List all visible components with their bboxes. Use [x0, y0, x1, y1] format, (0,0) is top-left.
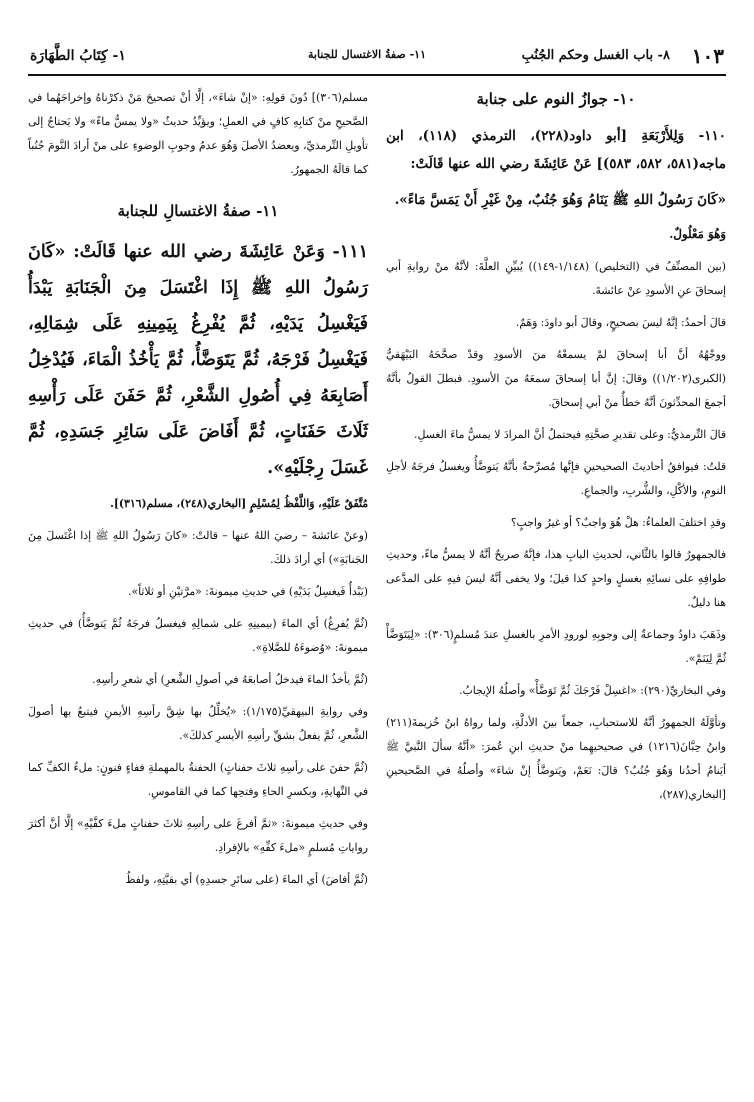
paragraph: وتأوَّلَهُ الجمهورُ أنَّهُ للاستحبابِ، جمعاً بينَ الأدلَّةِ، ولما رواهُ ابنُ خُزيمةَ(٢١١) وابنُ حِبَّانَ(١٢١٦) في صحيحيهِما منْ حديثِ ابنِ عُمرَ: «أنَّهُ سألَ النَّبيَّ ﷺ أيَنامُ أحدُنا وَهُوَ جُنُبٌ؟ قالَ: نَعَمْ، ويَتوضَّأُ إنْ شاءَ» وأصلُهُ في الصَّحيحينِ [البخاري(٢٨٧)،	[386, 716, 726, 801]
paragraph: قالَ التِّرمذيُّ: وعلى تقديرِ صحَّتِهِ فيحتملُ أنَّ المرادَ لا يمسُّ ماءَ الغسلِ.	[414, 428, 726, 441]
section-heading-11: ١١- صفةُ الاغتسالِ للجنابة	[117, 202, 279, 220]
paragraph: وفي البخاريِّ(٢٩٠): «اغسِلْ فَرْجَكَ ثُمَّ تَوَضَّأْ» وأصلُهُ الإيجابُ.	[459, 684, 726, 697]
hadith-111-text: ١١١- وَعَنْ عَائِشَةَ رضي الله عنها قَالَتْ: «كَانَ رَسُولُ اللهِ ﷺ إِذَا اغْتَسَلَ مِنَ الْجَنَابَةِ يَبْدَأُ فَيَغْسِلُ يَدَيْهِ، ثُمَّ يُفْرِغُ بِيَمِينِهِ عَلَى شِمَالِهِ، فَيَغْسِلُ فَرْجَهُ، ثُمَّ يَتَوَضَّأُ، ثُمَّ يَأْخُذُ الْمَاءَ، فَيُدْخِلُ أَصَابِعَهُ فِي أُصُولِ الشَّعْرِ، ثُمَّ حَفَنَ عَلَى رَأْسِهِ ثَلَاثَ حَفَنَاتٍ، ثُمَّ أَفَاضَ عَلَى سَائِرِ جَسَدِهِ، ثُمَّ غَسَلَ رِجْلَيْهِ».	[28, 242, 368, 478]
right-column	[386, 86, 726, 815]
paragraph: وفي حديثِ ميمونةَ: «ثمَّ أفرغَ على رأسِهِ ثلاثَ حفناتٍ ملءَ كفَّيْهِ» إلَّا أنَّ أكثرَ رواياتِ مُسلمٍ «ملءَ كفِّهِ» بالإفرادِ.	[28, 817, 368, 854]
left-column	[28, 86, 368, 900]
paragraph: قلتُ: فيوافقُ أحاديثَ الصحيحينِ فإنَّها مُصرِّحةٌ بأنَّهُ يَتوضَّأُ ويغسلُ فرجَهُ لأجلِ النومِ، والأكْلِ، والشُّربِ، والجماعِ.	[386, 460, 726, 497]
paragraph: قالَ أحمدُ: إنَّهُ ليسَ بصحيحٍ، وقالَ أبو داودَ: وَهَمٌ.	[515, 316, 726, 329]
hadith-source: مُتَّفَقٌ عَلَيْهِ، وَاللَّفْظُ لِمُسْلِمٍ [البخاري(٢٤٨)، مسلم(٣١٦)].	[110, 497, 368, 510]
section-title: ١١- صفةُ الاغتسال للجنابة	[308, 48, 426, 61]
paragraph: (ثُمَّ يأخذُ الماءَ فيدخلُ أصابعَهُ في أصولِ الشَّعرِ) أي شعرِ رأسِهِ.	[92, 673, 368, 686]
maalul-note: وَهُوَ مَعْلُولٌ.	[669, 227, 726, 241]
paragraph: (وعنْ عائشةَ – رضيَ اللهُ عنها – قالتْ: «كانَ رَسُولُ اللهِ ﷺ إذا اغْتَسلَ مِنَ الجَنابَةِ») أي أرادَ ذلكَ.	[28, 529, 368, 566]
paragraph: وقدِ اختلفَ العلماءُ: هلْ هُوَ واجبٌ؟ أو غيرُ واجبٍ؟	[510, 516, 726, 529]
paragraph: وذَهَبَ داودُ وجماعةٌ إلى وجوبِهِ لورودِ الأمرِ بالغسلِ عندَ مُسلمٍ(٣٠٦): «لِيَتَوَضَّأْ ثُمَّ لِيَنَمْ».	[386, 628, 726, 665]
section-heading-10: ١٠- جوازُ النوم على جنابة	[476, 90, 636, 108]
hadith-110-text: «كَانَ رَسُولُ اللهِ ﷺ يَنَامُ وَهُوَ جُنُبٌ، مِنْ غَيْرِ أَنْ يَمَسَّ مَاءً».	[394, 192, 726, 208]
paragraph: (ثُمَّ أفاضَ) أي الماءَ (على سائرِ جسدِهِ) أي بقيَّتِهِ، ولفظُ	[125, 873, 368, 886]
paragraph: (يَبْدأُ فَيغسِلُ يَدَيْهِ) في حديثِ ميمونةَ: «مرَّتيْنِ أو ثلاثاً».	[128, 585, 368, 598]
chapter-title: ٨- باب الغسل وحكم الجُنُبِ	[521, 48, 670, 63]
hadith-110-intro: ١١٠- وَلِلأَرْبَعَةِ [أبو داود(٢٢٨)، الترمذي (١١٨)، ابن ماجه(٥٨١، ٥٨٢، ٥٨٣)] عَنْ عَائِشَةَ رضي الله عنها قَالَتْ:	[386, 128, 726, 172]
running-header	[28, 44, 726, 76]
paragraph: (بين المصنِّفُ في (التخليص) (١/١٤٨-١٤٩)) يُبيِّنِ العلَّةَ: لأنَّهُ منْ روايةِ أبي إسحاقَ عنِ الأسودِ عنْ عائشةَ.	[386, 260, 726, 297]
book-title: ١- كِتَابُ الطَّهَارَة	[30, 48, 126, 64]
paragraph: (ثُمَّ حفنَ على رأسِهِ ثلاثَ حفناتٍ) الحفنةُ بالمهملةِ ففاءٍ فنونٍ: ملءُ الكفِّ كما في النِّهايةِ، وبكسرِ الحاءِ وفتحِها كما في القاموسِ.	[28, 761, 368, 798]
paragraph: ووجْهُهُ أنَّ أبا إسحاقَ لمْ يسمعْهُ منَ الأسودِ وقدْ صحَّحَهُ البَيْهَقيُّ (الكبرى(١/٢٠٢)) وقالَ: إنَّ أبا إسحاقَ سمعَهُ منَ الأسودِ. فبطلَ القولُ بأنَّهُ أجمعَ المحدِّثونَ أنَّهُ خطأٌ منْ أبي إسحاقَ.	[386, 348, 726, 409]
paragraph: وفي روايةِ البيهقيِّ(١/١٧٥): «يُخلِّلُ بها شِقَّ رأسِهِ الأيمنِ فيتبعُ بها أصولَ الشَّعرِ، ثُمَّ يفعلُ بشقِّ رأسِهِ الأيسرِ كذلكَ».	[28, 705, 368, 742]
page-number: ١٠٣	[691, 44, 724, 68]
paragraph: فالجمهورُ قالوا بالثَّاني، لحديثِ البابِ هذا، فإنَّهُ صريحٌ أنَّهُ لا يمسُّ ماءً، وحديثِ طوافِهِ على نسائِهِ بغسلٍ واحدٍ كذا قيلَ؛ ولا يخفى أنَّهُ ليسَ فيهِ على المدَّعى هنا دليلٌ.	[386, 548, 726, 609]
paragraph: (ثُمَّ يُفرِغُ) أي الماءَ (بيمينِهِ على شمالِهِ فيغسلُ فرجَهُ ثُمَّ يَتوضَّأُ) في حديثِ ميمونةَ: «وُضوءَهُ للصَّلاةِ».	[28, 617, 368, 654]
paragraph: مسلم(٣٠٦)] دُونَ قولِهِ: «إنْ شاءَ»، إلَّا أنْ تصحيحَ مَنْ ذكرْناهُ وإخراجَهُما في الصَّحيحِ منْ كتابِهِ كافٍ في العملِ؛ ويؤيِّدُ حديثُ «ولا يمسُّ ماءً» ولا يَحتاجُ إلى تأويلِ التِّرمذيِّ، ويعضدُ الأصلَ وَهُوَ عدمُ وجوبِ الوضوءِ على منْ أرادَ النَّومَ جُنُباً كما قالَهُ الجمهورُ.	[28, 91, 368, 176]
